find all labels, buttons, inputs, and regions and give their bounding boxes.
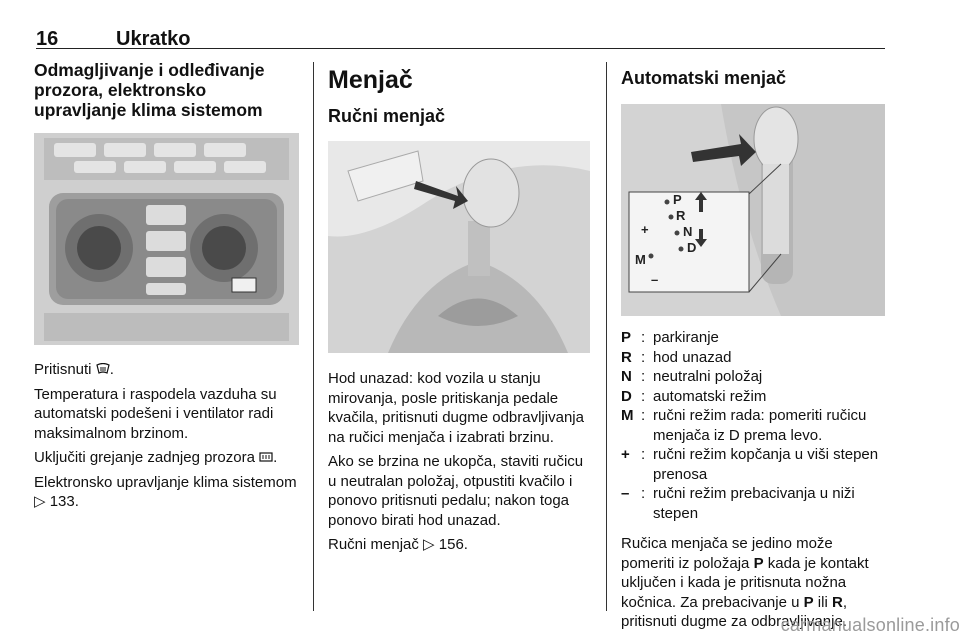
legend-row: – : ručni režim prebacivanja u niži stepen xyxy=(621,485,855,522)
legend-row: P : parkiranje xyxy=(621,329,719,346)
gear-label-N: N xyxy=(683,224,693,239)
legend-row: R : hod unazad xyxy=(621,348,732,366)
section-heading-climate: Odmagljivanje i odleđivanje prozora, elektronsko upravljanje klima sistemom xyxy=(34,60,265,120)
subheading-manual: Ručni menjač xyxy=(328,106,446,126)
cross-reference-icon: ▷ xyxy=(34,493,46,510)
paragraph: Ako se brzina ne ukopča, staviti ručicu u neutralan položaj, otpustiti kvačilo i ponovo pritisnuti pedalu; nakon toga ponovo birati hod unazad. xyxy=(328,453,584,529)
gear-label-M: M xyxy=(635,252,646,267)
page-number: 16 xyxy=(36,28,59,50)
paragraph: Temperatura i raspodela vazduha su automatski podešeni i ventilator radi maksimalnom brzinom. xyxy=(34,385,277,442)
column-divider xyxy=(606,62,607,611)
column-transmission xyxy=(328,60,590,555)
gear-label-plus: + xyxy=(641,222,649,237)
column-divider xyxy=(313,62,314,611)
legend-row: N : neutralni položaj xyxy=(621,368,763,385)
paragraph: Pritisnuti . xyxy=(34,361,114,378)
automatic-gearbox-figure xyxy=(621,104,885,316)
paragraph: Ručica menjača se jedino može pomeriti iz položaja P kada je kontakt uključen i kada je pritisnuta nožna kočnica. Za prebacivanje u P ili R, pritisnuti dugme za odbravljivanje. xyxy=(621,535,869,630)
page-reference[interactable]: 156. xyxy=(438,536,468,553)
paragraph: Elektronsko upravljanje klima sistemom ▷ 133. xyxy=(34,473,297,510)
paragraph: Ručni menjač ▷ 156. xyxy=(328,536,468,553)
page-title: Ukratko xyxy=(116,28,191,50)
page-header xyxy=(36,6,885,49)
windscreen-defrost-icon xyxy=(96,361,110,373)
gear-legend xyxy=(621,328,887,523)
rear-window-heating-icon xyxy=(259,449,273,461)
section-heading-transmission: Menjač xyxy=(328,66,413,94)
gear-label-R: R xyxy=(676,208,686,223)
manual-gearbox-figure xyxy=(328,141,590,353)
gear-label-minus: – xyxy=(651,272,659,287)
gear-label-D: D xyxy=(687,240,697,255)
legend-row: + : ručni režim kopčanja u viši stepen prenosa xyxy=(621,446,879,483)
watermark: carmanualsonline.info xyxy=(780,615,960,635)
section-heading-automatic: Automatski menjač xyxy=(621,68,787,88)
page-reference[interactable]: 133. xyxy=(49,493,79,510)
gear-label-P: P xyxy=(673,192,682,207)
legend-row: M : ručni režim rada: pomeriti ručicu menjača iz D prema levo. xyxy=(621,407,867,444)
paragraph: Uključiti grejanje zadnjeg prozora . xyxy=(34,449,278,466)
paragraph: Hod unazad: kod vozila u stanju mirovanja, posle pritiskanja pedale kvačila, pritisnuti dugme odbravljivanja na ručici menjača i izabrati brzinu. xyxy=(328,370,584,446)
column-automatic xyxy=(621,60,887,632)
cross-reference-icon: ▷ xyxy=(423,536,435,553)
legend-row: D : automatski režim xyxy=(621,387,767,405)
column-climate xyxy=(34,60,299,512)
climate-control-figure xyxy=(34,133,299,345)
